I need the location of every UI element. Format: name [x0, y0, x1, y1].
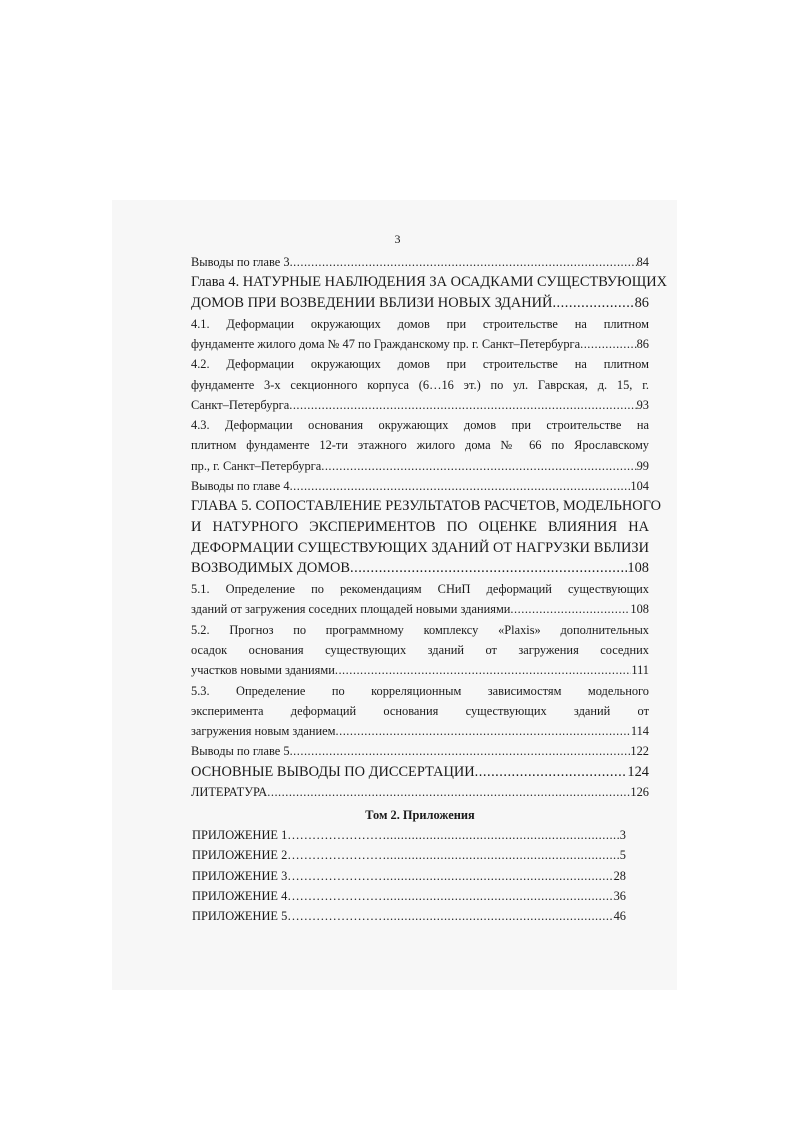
toc-entry: ДЕФОРМАЦИИ СУЩЕСТВУЮЩИХ ЗДАНИЙ ОТ НАГРУЗКИ ВБЛИЗИ	[191, 539, 649, 556]
toc-entry: фундаменте жилого дома № 47 по Гражданскому пр. г. Санкт–Петербурга ..... 86	[191, 334, 649, 354]
appendix-entry: ПРИЛОЖЕНИЕ 2…………………… ..... 5	[192, 845, 626, 865]
toc-entry: загружения новым зданием ..... 114	[191, 721, 649, 741]
appendix-list	[192, 825, 626, 926]
toc-entry: ВОЗВОДИМЫХ ДОМОВ ..... 108	[191, 558, 649, 579]
appendix-entry: ПРИЛОЖЕНИЕ 1…………………… ..... 3	[192, 825, 626, 845]
toc-entry: Глава 4. НАТУРНЫЕ НАБЛЮДЕНИЯ ЗА ОСАДКАМИ СУЩЕСТВУЮЩИХ	[191, 274, 668, 291]
toc-entry: эксперимента деформаций основания существующих зданий от	[191, 703, 649, 718]
toc-entry: фундаменте 3-х секционного корпуса (6…16 эт.) по ул. Гаврская, д. 15, г.	[191, 377, 649, 392]
toc-entry: зданий от загружения соседних площадей новыми зданиями ..... 108	[191, 599, 649, 619]
toc-entry: осадок основания существующих зданий от загружения соседних	[191, 642, 649, 657]
toc-entry: 5.2. Прогноз по программному комплексу «Plaxis» дополнительных	[191, 622, 649, 637]
appendix-entry: ПРИЛОЖЕНИЕ 3…………………… ..... 28	[192, 866, 626, 886]
toc-entry: Выводы по главе 3 ..... 84	[191, 252, 649, 272]
toc-entry: плитном фундаменте 12-ти этажного жилого дома № 66 по Ярославскому	[191, 438, 649, 453]
toc-entry: ГЛАВА 5. СОПОСТАВЛЕНИЕ РЕЗУЛЬТАТОВ РАСЧЕТОВ, МОДЕЛЬНОГО	[191, 498, 662, 515]
toc-entry: Санкт–Петербурга ..... 93	[191, 395, 649, 415]
toc-entry: Выводы по главе 5 ..... 122	[191, 741, 649, 761]
toc-entry: ОСНОВНЫЕ ВЫВОДЫ ПО ДИССЕРТАЦИИ ..... 124	[191, 762, 649, 783]
toc-entry: 5.3. Определение по корреляционным зависимостям модельного	[191, 683, 649, 698]
appendix-entry: ПРИЛОЖЕНИЕ 5…………………… ..... 46	[192, 906, 626, 926]
toc-entry: Выводы по главе 4 ..... 104	[191, 476, 649, 496]
appendix-entry: ПРИЛОЖЕНИЕ 4…………………… ..... 36	[192, 886, 626, 906]
toc-entry: участков новыми зданиями ..... 111	[191, 660, 649, 680]
toc-entry: 4.3. Деформации основания окружающих домов при строительстве на	[191, 418, 649, 433]
page-number: 3	[394, 232, 401, 246]
toc-entry: ДОМОВ ПРИ ВОЗВЕДЕНИИ ВБЛИЗИ НОВЫХ ЗДАНИЙ ..... 86	[191, 293, 649, 314]
toc-entry: пр., г. Санкт–Петербурга ..... 99	[191, 456, 649, 476]
toc-entry: 4.2. Деформации окружающих домов при строительстве на плитном	[191, 357, 649, 372]
volume-2-title: Том 2. Приложения	[365, 807, 475, 822]
toc-entry: И НАТУРНОГО ЭКСПЕРИМЕНТОВ ПО ОЦЕНКЕ ВЛИЯНИЯ НА	[191, 519, 649, 536]
toc-entry: 5.1. Определение по рекомендациям СНиП деформаций существующих	[191, 582, 649, 597]
toc-entry: 4.1. Деформации окружающих домов при строительстве на плитном	[191, 316, 649, 331]
table-of-contents	[191, 252, 668, 927]
toc-entry: ЛИТЕРАТУРА ..... 126	[191, 782, 649, 802]
